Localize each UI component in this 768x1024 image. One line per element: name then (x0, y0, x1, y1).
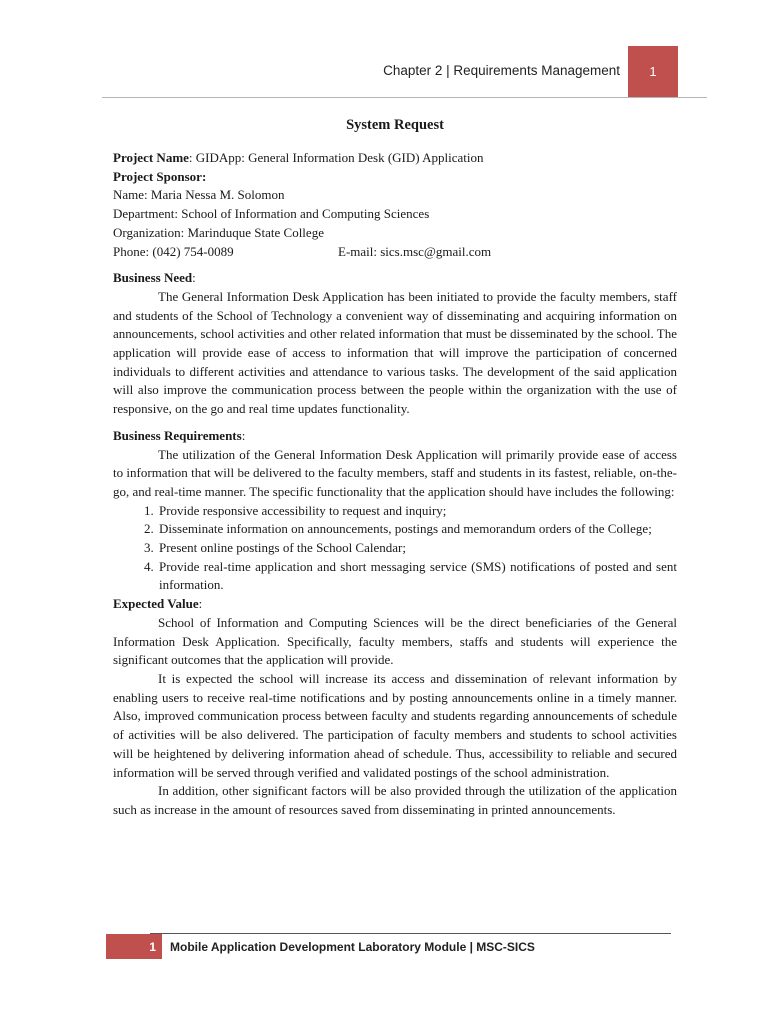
footer-divider (150, 933, 671, 934)
sponsor-department: Department: School of Information and Computing Sciences (113, 206, 430, 222)
sponsor-name: Name: Maria Nessa M. Solomon (113, 187, 285, 203)
running-header: Chapter 2 | Requirements Management (383, 63, 620, 78)
contact-line (113, 243, 677, 262)
expected-value-colon: : (198, 596, 203, 612)
expected-value-paragraph: In addition, other significant factors will be also provided through the utilization of the application such as increase in the amount of resources saved from disseminating in printed announcements. (113, 783, 677, 817)
expected-value-paragraph: School of Information and Computing Sciences will be the direct beneficiaries of the General Information Desk Application. Specifically, faculty members, staffs and students will experience the significant outcomes that the application will provide. (113, 614, 677, 668)
header-page-number: 1 (628, 46, 678, 97)
business-need-text: The General Information Desk Application has been initiated to provide the faculty members, staff and students of the School of Technology a convenient way of disseminating and acquiring information on announcements, school activities and other related information that must be disseminated by the school. The application will provide ease of access to information that will improve the participation of concerned individuals to different activities and attendance to various tasks. The development of the said application will also improve the communication process between the people within the organization with the use of responsive, on the go and real time updates functionality. (113, 288, 677, 417)
document-title: System Request (346, 117, 444, 133)
business-need-heading (113, 269, 677, 288)
project-name-label: Project Name (113, 150, 189, 165)
list-item: 4. Provide real-time application and short messaging service (SMS) notifications of posted and sent information. (157, 558, 677, 595)
business-requirements-label: Business Requirements (113, 427, 242, 443)
project-sponsor-label: Project Sponsor: (113, 168, 207, 184)
business-requirements-colon: : (241, 427, 246, 443)
project-name-line (113, 149, 677, 168)
expected-value-paragraph: It is expected the school will increase its access and dissemination of relevant information by enabling users to receive real-time notifications and by posting announcements online in a timely manner. Also, improved communication process between faculty and students regarding announcements of schedule of activities will be also delivered. The participation of faculty members and students to school activities will be heightened by delivering information ahead of schedule. Thus, accessibility to reliable and secured information will be served through verified and validated postings of the school administration. (113, 670, 677, 780)
list-item: 1. Provide responsive accessibility to request and inquiry; (157, 502, 677, 521)
header-divider (102, 97, 707, 98)
expected-value-heading (113, 595, 677, 614)
business-need-label: Business Need (113, 270, 193, 286)
sponsor-organization: Organization: Marinduque State College (113, 224, 324, 240)
list-item: 3. Present online postings of the School Calendar; (157, 539, 677, 558)
business-requirements-heading (113, 427, 677, 446)
project-name-value: : GIDApp: General Information Desk (GID) Application (188, 150, 484, 165)
sponsor-email: E-mail: sics.msc@gmail.com (338, 243, 492, 259)
business-need-colon: : (192, 270, 196, 286)
document-body (113, 117, 677, 820)
business-requirements-text: The utilization of the General Information Desk Application will primarily provide ease of access to information that will be delivered to the faculty members, staff and students in its fastest, reliable, on-the-go, and real-time manner. The specific functionality that the application should have includes the following: (113, 446, 677, 499)
expected-value-label: Expected Value (113, 596, 199, 612)
list-item: 2. Disseminate information on announcements, postings and memorandum orders of the College; (157, 520, 677, 539)
sponsor-phone: Phone: (042) 754-0089 (113, 243, 234, 259)
footer-page-number: 1 (106, 934, 162, 959)
requirements-list (113, 502, 677, 596)
running-footer: Mobile Application Development Laboratory Module | MSC-SICS (170, 940, 535, 954)
